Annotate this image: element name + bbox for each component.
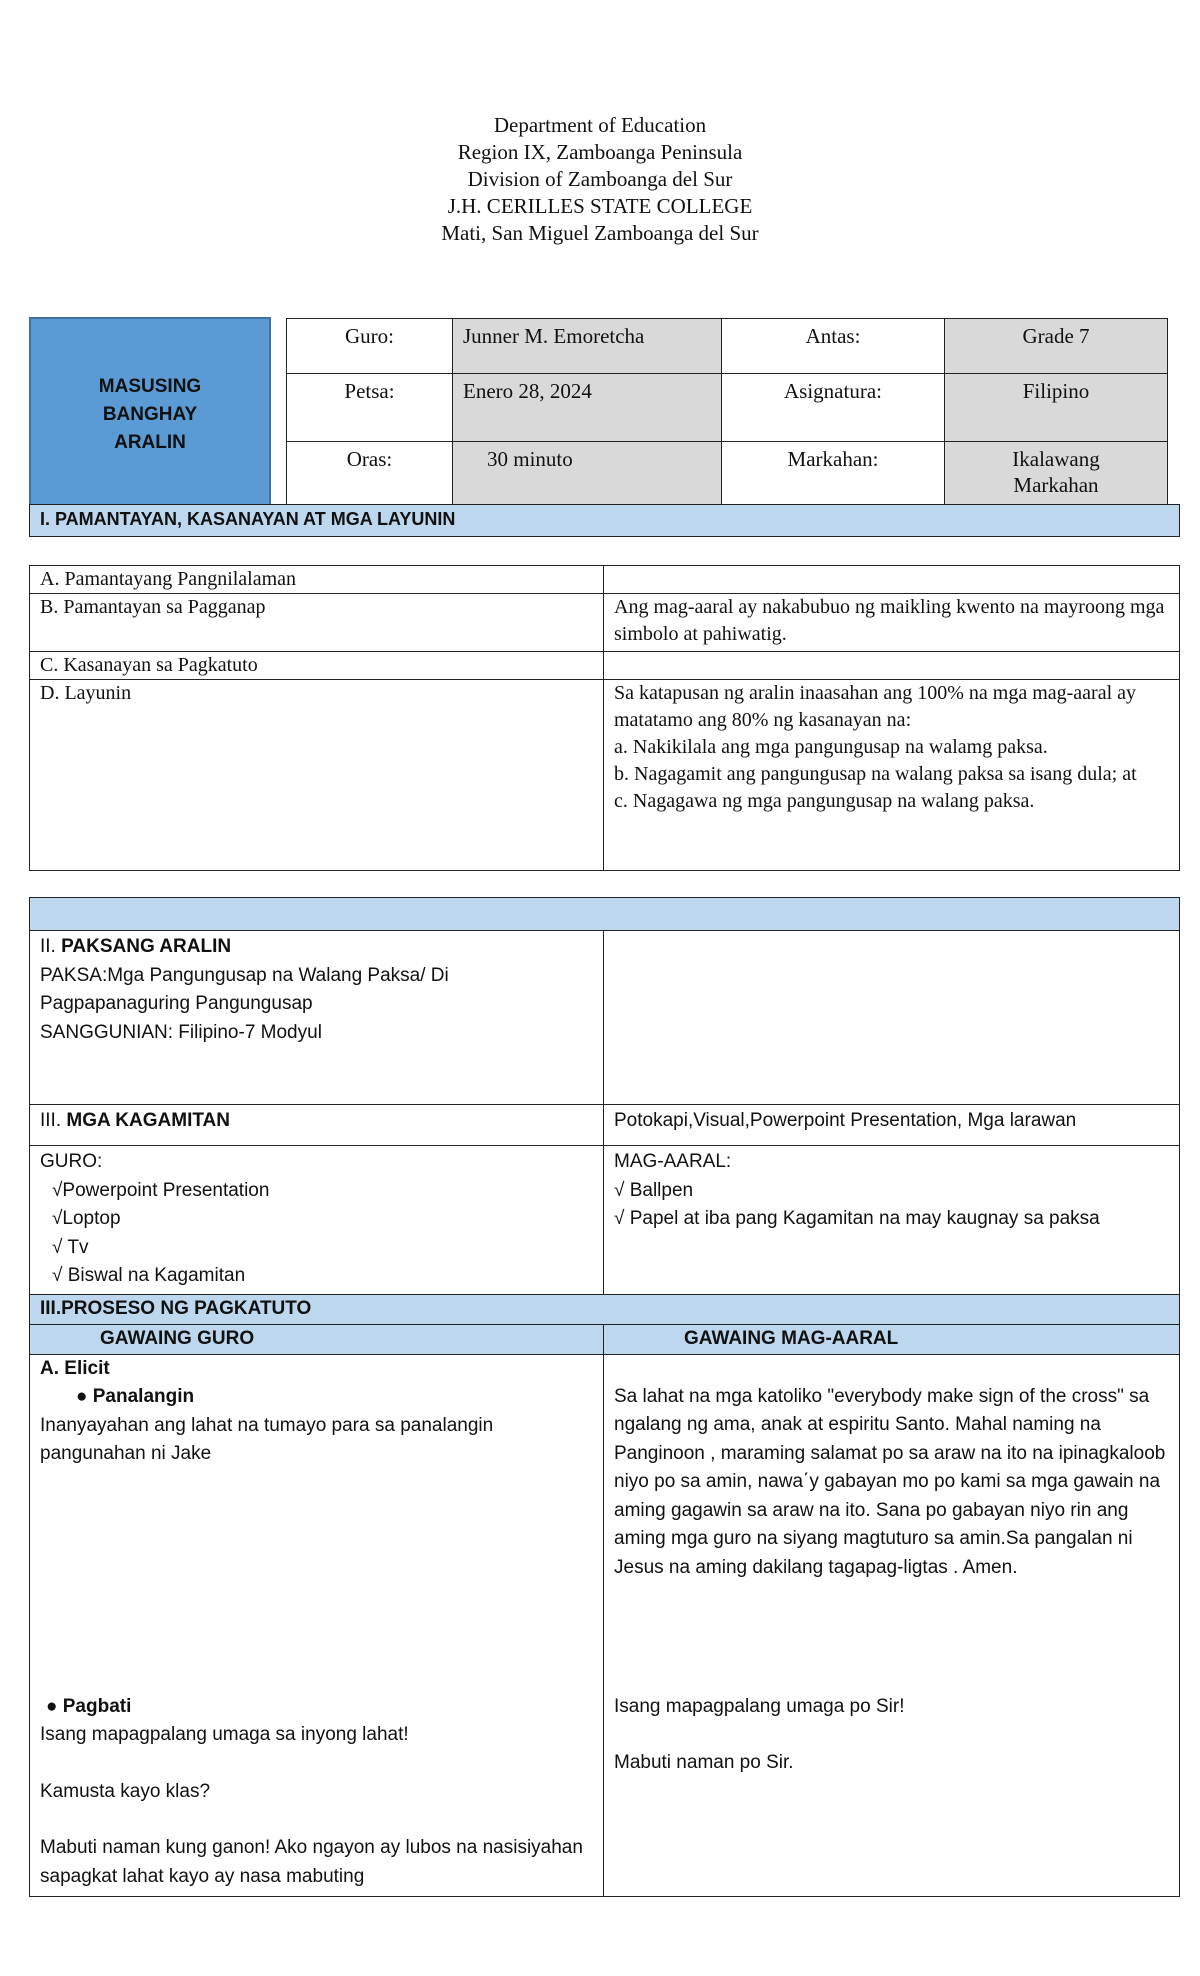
section-4-heading: III.PROSESO NG PAGKATUTO: [30, 1294, 1180, 1324]
markahan-value-line-2: Markahan: [1013, 473, 1099, 497]
table-row: [30, 1146, 1180, 1295]
pagbati-statement: Mabuti naman kung ganon! Ako ngayon ay lubos na nasisiyahan sapagkat lahat kayo ay nasa mabuting: [40, 1837, 583, 1887]
markahan-label: Markahan:: [721, 441, 945, 505]
kagamitan-guro-cell: [30, 1146, 604, 1295]
table-row: [30, 1105, 1180, 1146]
layunin-b: b. Nagagamit ang pangungusap na walang paksa sa isang dula; at: [614, 763, 1137, 785]
table-row: [30, 566, 1180, 594]
table-row: [30, 931, 1180, 1105]
section-3-heading: MGA KAGAMITAN: [66, 1110, 230, 1131]
kagamitan-guro-item: √ Biswal na Kagamitan: [52, 1265, 246, 1286]
table-row: [30, 652, 1180, 680]
table-row: [30, 594, 1180, 652]
objectives-table: [29, 565, 1180, 871]
kagamitan-guro-item: √ Tv: [52, 1236, 89, 1258]
header-line-department: Department of Education: [493, 113, 707, 137]
row-a-value: [604, 566, 1180, 594]
table-row: [30, 1354, 1180, 1896]
panalangin-label: ● Panalangin: [76, 1386, 195, 1407]
markahan-value: [944, 441, 1168, 505]
panalangin-response: Sa lahat na mga katoliko "everybody make sign of the cross" sa ngalang ng ama, anak at espiritu Santo. Mahal naming na Panginoon , maraming salamat po sa araw na ito na ipinagkaloob niyo po sa amin, nawa΄y gabayan mo po kami sa mga gawain na aming gagawin sa araw na ito. Sana po gabayan niyo rin ang aming mga guro na siyang magtuturo sa amin.Sa pangalan ni Jesus na aming dakilang tagapag-ligtas . Amen.: [614, 1385, 1166, 1578]
oras-value: 30 minuto: [452, 441, 722, 505]
paksa-text: PAKSA:Mga Pangungusap na Walang Paksa/ Di Pagpapanaguring Pangungusap: [40, 964, 449, 1014]
pagbati-greeting: Isang mapagpalang umaga sa inyong lahat!: [40, 1724, 409, 1745]
asignatura-value: Filipino: [944, 373, 1168, 442]
header-line-address: Mati, San Miguel Zamboanga del Sur: [441, 221, 759, 245]
gawaing-magaaral-cell: [604, 1354, 1180, 1896]
pagbati-response-1: Isang mapagpalang umaga po Sir!: [614, 1695, 905, 1717]
lesson-body-table: [29, 930, 1180, 1897]
row-a-label: A. Pamantayang Pangnilalaman: [30, 566, 604, 594]
oras-label: Oras:: [286, 441, 453, 505]
gawaing-guro-cell: [30, 1354, 604, 1896]
section-3-number: III.: [40, 1110, 67, 1131]
row-b-value: Ang mag-aaral ay nakabubuo ng maikling kwento na mayroong mga simbolo at pahiwatig.: [604, 594, 1180, 652]
kagamitan-magaaral-item: √ Papel at iba pang Kagamitan na may kaugnay sa paksa: [614, 1208, 1100, 1229]
antas-value: Grade 7: [944, 318, 1168, 374]
title-line-3: ARALIN: [114, 432, 186, 453]
title-line-1: MASUSING: [98, 376, 202, 397]
section-2-top-bar: [29, 897, 1180, 931]
guro-value: Junner M. Emoretcha: [452, 318, 722, 374]
row-d-value: [604, 680, 1180, 871]
kagamitan-heading-cell: [30, 1105, 604, 1146]
row-c-value: [604, 652, 1180, 680]
section-2-number: II.: [40, 936, 62, 957]
panalangin-text: Inanyayahan ang lahat na tumayo para sa panalangin pangunahan ni Jake: [40, 1414, 494, 1464]
section-1-heading: I. PAMANTAYAN, KASANAYAN AT MGA LAYUNIN: [29, 504, 1180, 537]
header-line-division: Division of Zamboanga del Sur: [467, 167, 733, 191]
lesson-plan-title-box: [29, 317, 271, 513]
pagbati-response-2: Mabuti naman po Sir.: [614, 1752, 794, 1773]
guro-label: Guro:: [286, 318, 453, 374]
asignatura-label: Asignatura:: [721, 373, 945, 442]
sanggunian-text: SANGGUNIAN: Filipino-7 Modyul: [40, 1021, 322, 1043]
title-line-2: BANGHAY: [102, 404, 198, 425]
row-d-label: D. Layunin: [30, 680, 604, 871]
header-line-college: J.H. CERILLES STATE COLLEGE: [447, 194, 753, 218]
paksang-aralin-cell: [30, 931, 604, 1105]
kagamitan-magaaral-label: MAG-AARAL:: [614, 1151, 732, 1172]
document-header: [0, 112, 1200, 247]
layunin-a: a. Nakikilala ang mga pangungusap na walamg paksa.: [614, 736, 1048, 758]
col-header-guro: GAWAING GURO: [30, 1324, 604, 1354]
row-b-label: B. Pamantayan sa Pagganap: [30, 594, 604, 652]
section-2-heading: PAKSANG ARALIN: [61, 936, 232, 957]
elicit-heading: A. Elicit: [40, 1357, 110, 1379]
kagamitan-guro-label: GURO:: [40, 1151, 103, 1172]
petsa-value: Enero 28, 2024: [452, 373, 722, 442]
layunin-intro: Sa katapusan ng aralin inaasahan ang 100% na mga mag-aaral ay matatamo ang 80% ng kasanayan na:: [614, 682, 1137, 731]
lesson-info-grid: [286, 318, 1166, 504]
table-row: [30, 1294, 1180, 1324]
row-c-label: C. Kasanayan sa Pagkatuto: [30, 652, 604, 680]
kagamitan-guro-item: √Loptop: [52, 1208, 121, 1229]
header-line-region: Region IX, Zamboanga Peninsula: [457, 140, 743, 164]
antas-label: Antas:: [721, 318, 945, 374]
markahan-value-line-1: Ikalawang: [1012, 447, 1100, 471]
kagamitan-guro-item: √Powerpoint Presentation: [52, 1179, 270, 1201]
kagamitan-summary: Potokapi,Visual,Powerpoint Presentation, Mga larawan: [604, 1105, 1180, 1146]
kagamitan-magaaral-item: √ Ballpen: [614, 1179, 694, 1201]
kagamitan-magaaral-cell: [604, 1146, 1180, 1295]
table-row: [30, 1324, 1180, 1354]
layunin-c: c. Nagagawa ng mga pangungusap na walang paksa.: [614, 790, 1035, 812]
petsa-label: Petsa:: [286, 373, 453, 442]
pagbati-label: ● Pagbati: [46, 1695, 132, 1717]
col-header-magaaral: GAWAING MAG-AARAL: [604, 1324, 1180, 1354]
pagbati-question: Kamusta kayo klas?: [40, 1780, 211, 1802]
paksang-aralin-right-cell: [604, 931, 1180, 1105]
table-row: [30, 680, 1180, 871]
